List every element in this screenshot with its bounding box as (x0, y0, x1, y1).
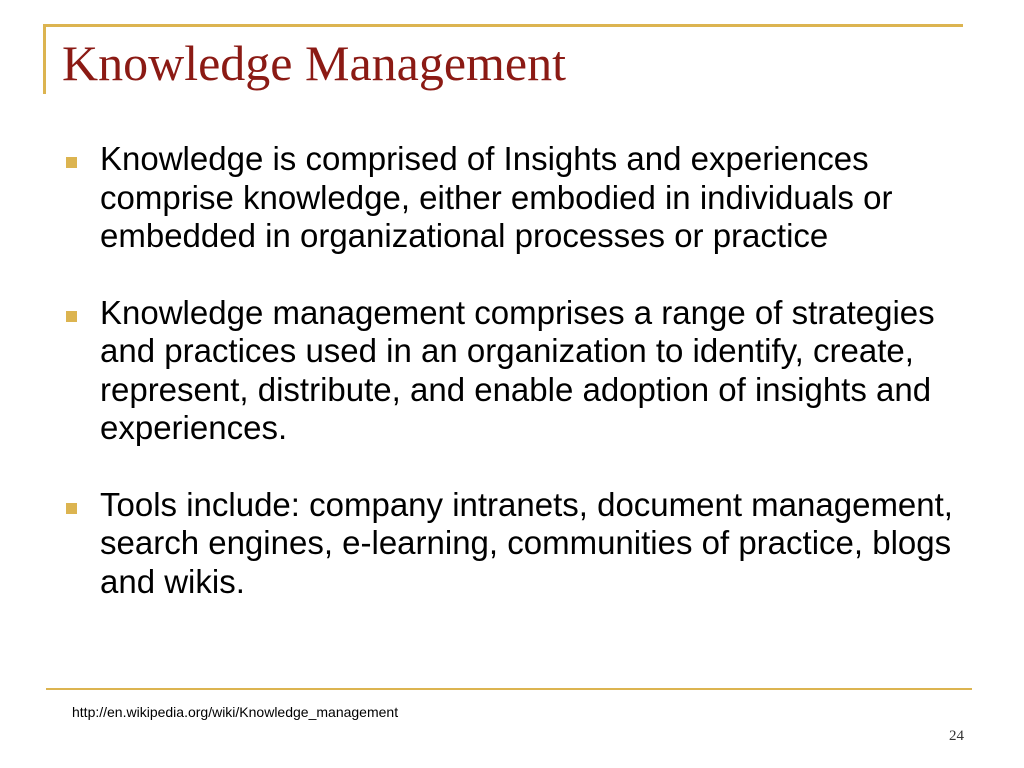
bullet-item (66, 140, 966, 256)
frame-left-rule (43, 24, 46, 94)
bullet-list (66, 140, 966, 601)
bullet-text: Knowledge is comprised of Insights and experiences comprise knowledge, either embodied in individuals or embedded in organizational processes or practice (100, 140, 893, 254)
bullet-item (66, 294, 966, 448)
footer-rule (46, 688, 972, 690)
bullet-item (66, 486, 966, 602)
bullet-text: Tools include: company intranets, document management, search engines, e-learning, communities of practice, blogs and wikis. (100, 485, 953, 600)
slide-title: Knowledge Management (62, 35, 567, 91)
square-bullet-icon (66, 157, 77, 168)
source-url[interactable]: http://en.wikipedia.org/wiki/Knowledge_management (72, 704, 399, 720)
square-bullet-icon (66, 311, 77, 322)
slide-number: 24 (949, 728, 964, 744)
square-bullet-icon (66, 503, 77, 514)
frame-top-rule (43, 24, 963, 27)
bullet-text: Knowledge management comprises a range of strategies and practices used in an organization to identify, create, represent, distribute, and enable adoption of insights and experiences. (100, 293, 935, 446)
